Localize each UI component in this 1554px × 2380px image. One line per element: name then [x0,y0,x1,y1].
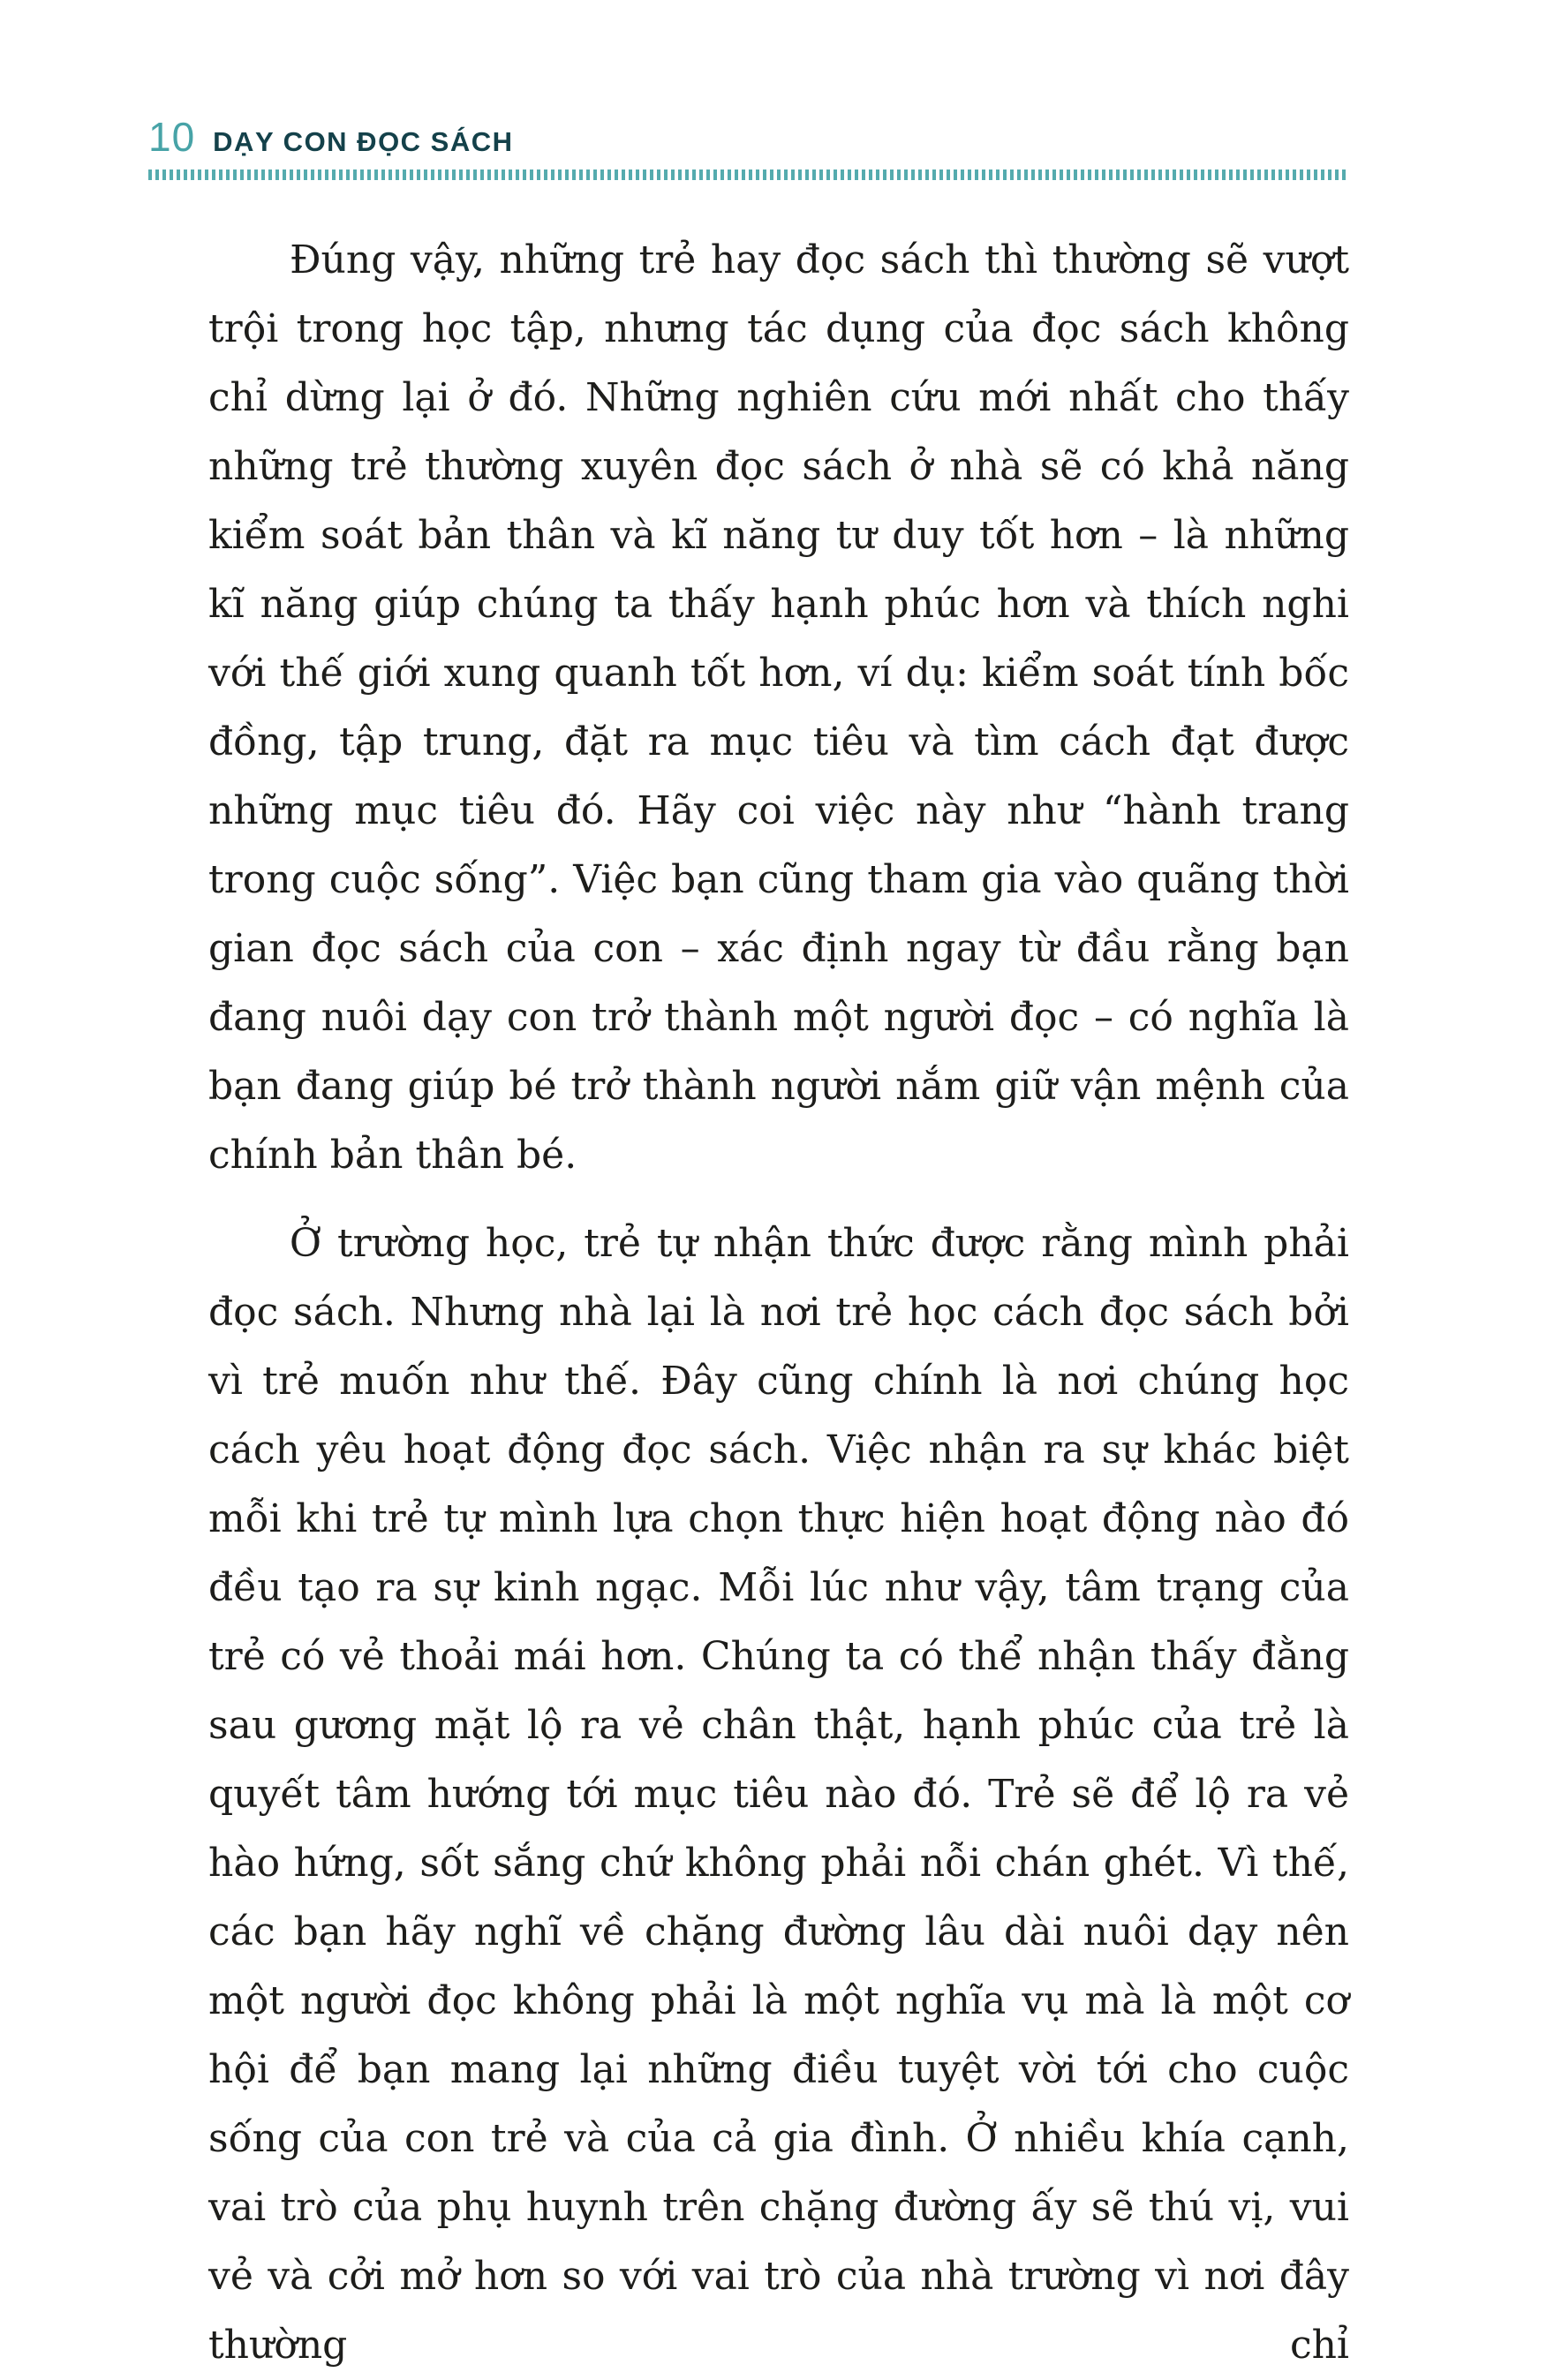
page-number: 10 [148,114,196,160]
header-stripe-divider [148,169,1349,180]
paragraph-1: Đúng vậy, những trẻ hay đọc sách thì thường sẽ vượt trội trong học tập, nhưng tác dụng của đọc sách không chỉ dừng lại ở đó. Những nghiên cứu mới nhất cho thấy những trẻ thường xuyên đọc sách ở nhà sẽ có khả năng kiểm soát bản thân và kĩ năng tư duy tốt hơn – là những kĩ năng giúp chúng ta thấy hạnh phúc hơn và thích nghi với thế giới xung quanh tốt hơn, ví dụ: kiểm soát tính bốc đồng, tập trung, đặt ra mục tiêu và tìm cách đạt được những mục tiêu đó. Hãy coi việc này như “hành trang trong cuộc sống”. Việc bạn cũng tham gia vào quãng thời gian đọc sách của con – xác định ngay từ đầu rằng bạn đang nuôi dạy con trở thành một người đọc – có nghĩa là bạn đang giúp bé trở thành người nắm giữ vận mệnh của chính bản thân bé. [208,237,1349,1178]
paragraph-2: Ở trường học, trẻ tự nhận thức được rằng mình phải đọc sách. Nhưng nhà lại là nơi trẻ học cách đọc sách bởi vì trẻ muốn như thế. Đây cũng chính là nơi chúng học cách yêu hoạt động đọc sách. Việc nhận ra sự khác biệt mỗi khi trẻ tự mình lựa chọn thực hiện hoạt động nào đó đều tạo ra sự kinh ngạc. Mỗi lúc như vậy, tâm trạng của trẻ có vẻ thoải mái hơn. Chúng ta có thể nhận thấy đằng sau gương mặt lộ ra vẻ chân thật, hạnh phúc của trẻ là quyết tâm hướng tới mục tiêu nào đó. Trẻ sẽ để lộ ra vẻ hào hứng, sốt sắng chứ không phải nỗi chán ghét. Vì thế, các bạn hãy nghĩ về chặng đường lâu dài nuôi dạy nên một người đọc không phải là một nghĩa vụ mà là một cơ hội để bạn mang lại những điều tuyệt vời tới cho cuộc sống của con trẻ và của cả gia đình. Ở nhiều khía cạnh, vai trò của phụ huynh trên chặng đường ấy sẽ thú vị, vui vẻ và cởi mở hơn so với vai trò của nhà trường vì nơi đây thường chỉ [208,1221,1349,2368]
page-header [148,114,1349,180]
page-body [208,226,1349,2380]
header-row [148,114,1349,160]
book-title: DẠY CON ĐỌC SÁCH [213,126,514,157]
